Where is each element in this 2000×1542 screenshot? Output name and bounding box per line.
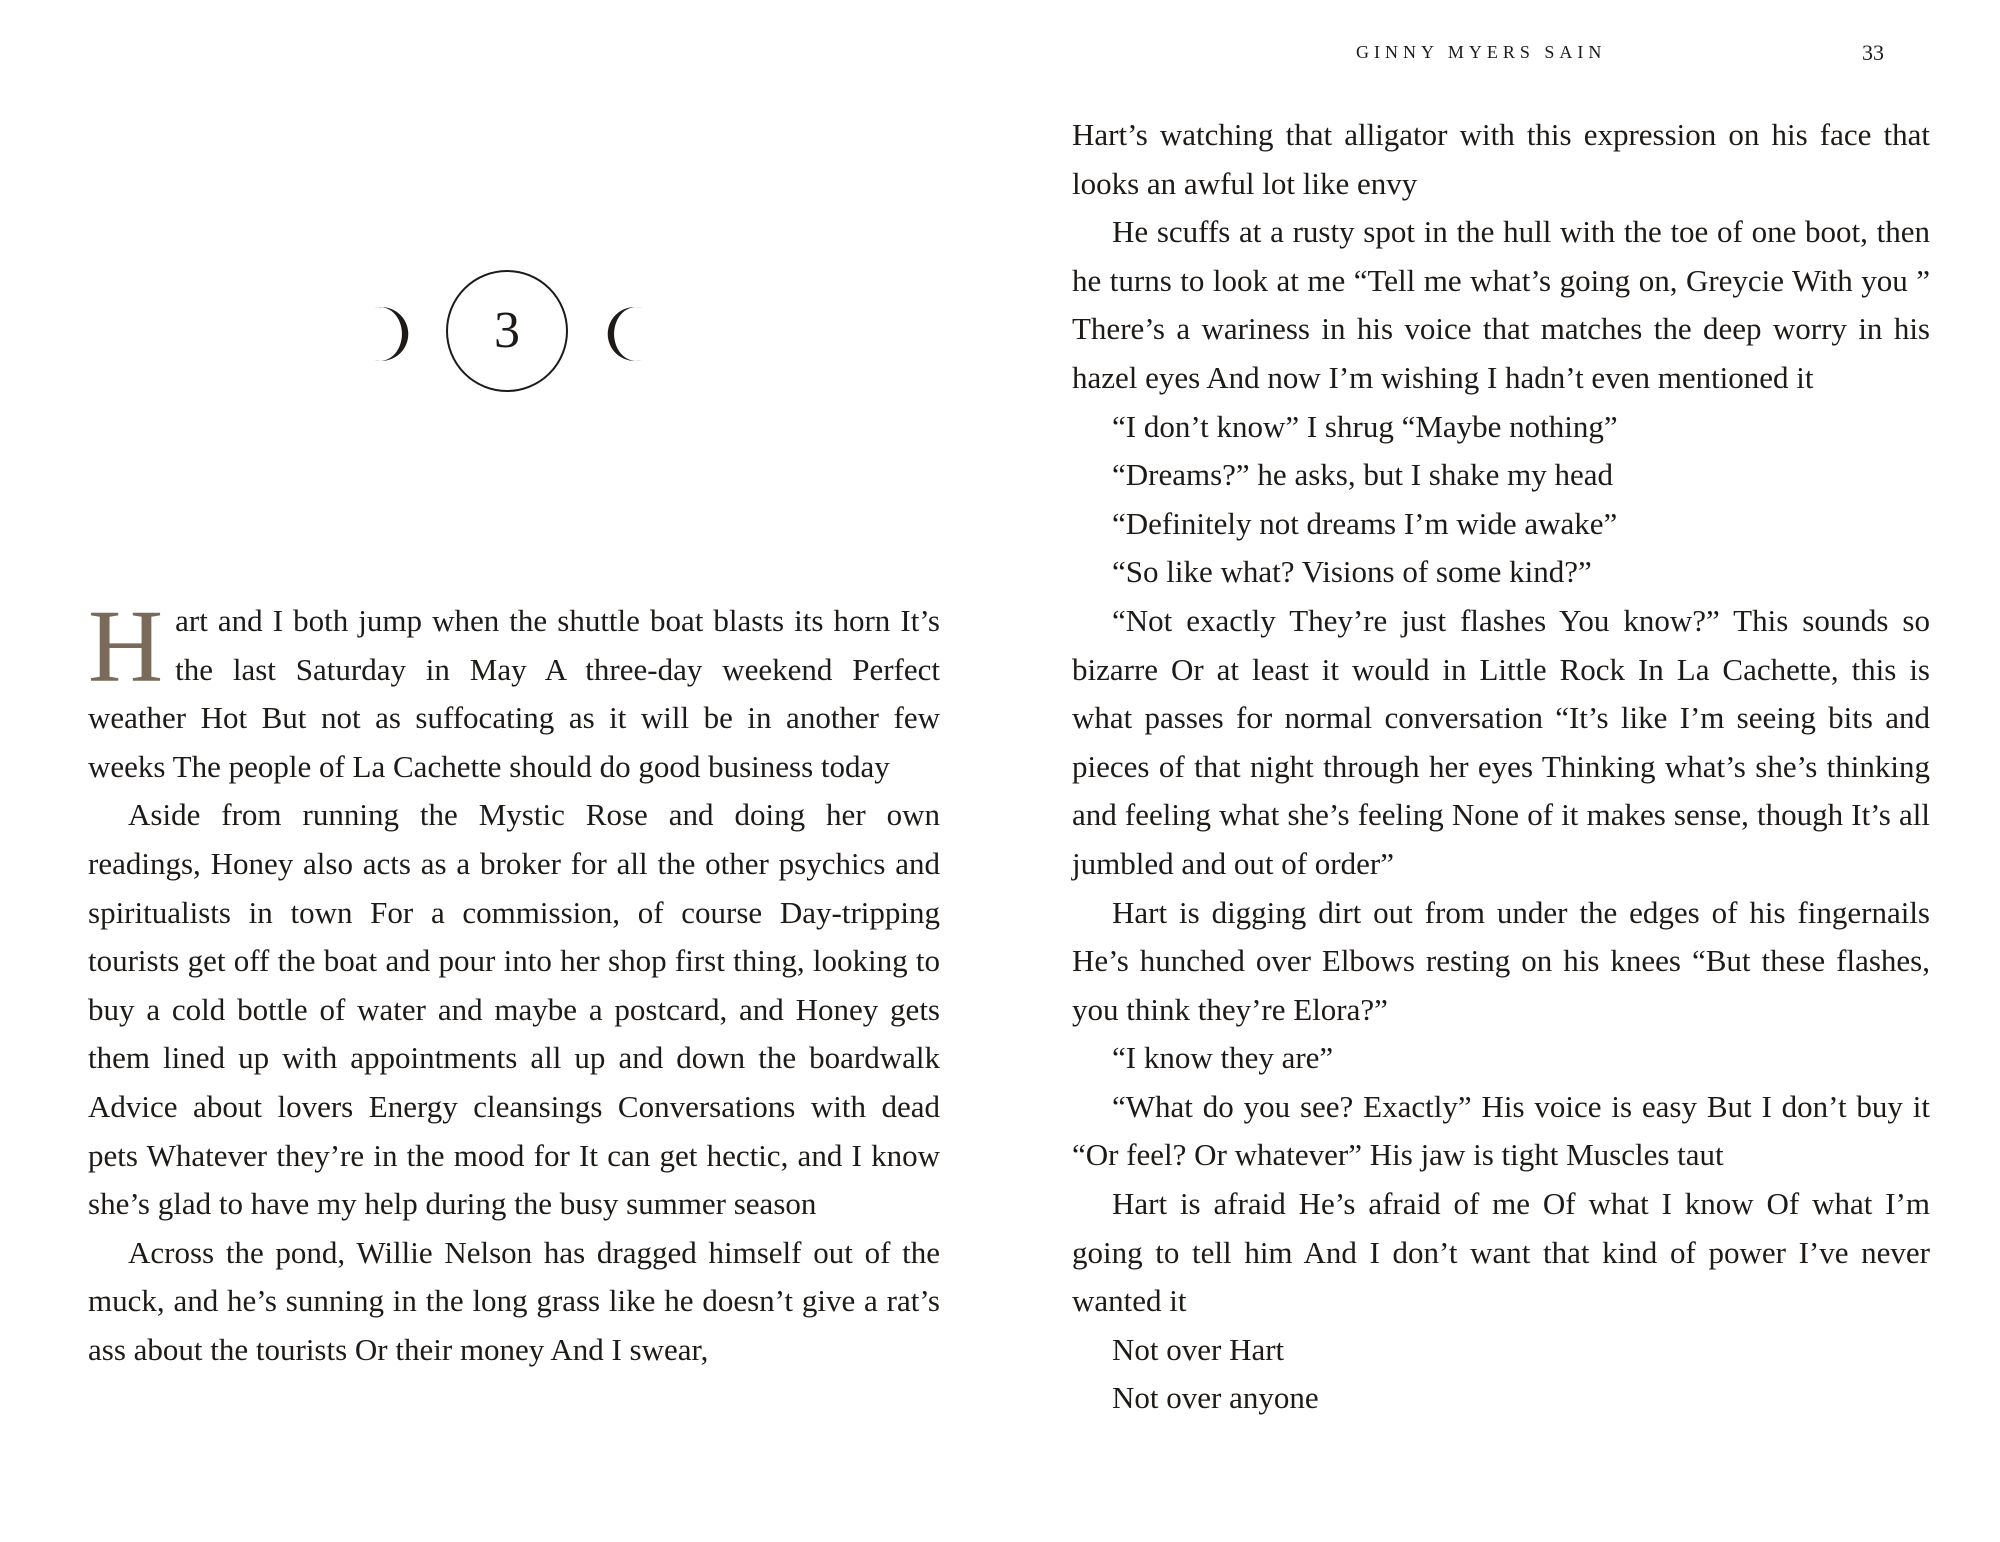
chapter-ornament (360, 270, 660, 398)
paragraph-1-text: art and I both jump when the shuttle boat blasts its horn It’s the last Saturday in May A three-day weekend Perfect weather Hot But not as suffocating as it will be in another few weeks The people of La Cachette should do good business today (88, 603, 940, 784)
paragraph-7: “Not exactly They’re just flashes You know?” This sounds so bizarre Or at least it would in Little Rock In La Cachette, this is what passes for normal conversation “It’s like I’m seeing bits and pieces of that night through her eyes Thinking what’s she’s thinking and feeling what she’s feeling None of it makes sense, though It’s all jumbled and out of order” (1072, 602, 1930, 881)
paragraph-2: He scuffs at a rusty spot in the hull with the toe of one boot, then he turns to look at me “Tell me what’s going on, Greycie With you ” There’s a wariness in his voice that matches the deep worry in his hazel eyes And now I’m wishing I hadn’t even mentioned it (1072, 214, 1930, 395)
paragraph-13: Not over anyone (1112, 1380, 1319, 1416)
page-number: 33 (1862, 40, 1884, 65)
paragraph-1 (88, 589, 940, 791)
crescent-moon-right-icon (596, 304, 656, 364)
crescent-moon-left-icon (360, 304, 420, 364)
paragraph-9: “I know they are” (1112, 1040, 1334, 1076)
left-body-text (88, 589, 940, 1375)
paragraph-3: “I don’t know” I shrug “Maybe nothing” (1112, 408, 1618, 444)
paragraph-12: Not over Hart (1112, 1331, 1285, 1367)
chapter-number: 3 (446, 270, 568, 392)
right-page (1000, 0, 2000, 1542)
paragraph-3: Across the pond, Willie Nelson has dragged himself out of the muck, and he’s sunning in the long grass like he doesn’t give a rat’s ass about the tourists Or their money And I swear, (88, 1234, 940, 1367)
right-body-text (1072, 111, 1930, 1423)
paragraph-2: Aside from running the Mystic Rose and doing her own readings, Honey also acts as a broker for all the other psychics and spiritualists in town For a commission, of course Day-tripping tourists get off the boat and pour into her shop first thing, looking to buy a cold bottle of water and maybe a postcard, and Honey gets them lined up with appointments all up and down the boardwalk Advice about lovers Energy cleansings Conversations with dead pets Whatever they’re in the mood for It can get hectic, and I know she’s glad to have my help during the busy summer season (88, 797, 940, 1222)
paragraph-4: “Dreams?” he asks, but I shake my head (1112, 457, 1613, 493)
paragraph-11: Hart is afraid He’s afraid of me Of what I know Of what I’m going to tell him And I don’t want that kind of power I’ve never wanted it (1072, 1186, 1930, 1319)
paragraph-10: “What do you see? Exactly” His voice is easy But I don’t buy it “Or feel? Or whatever” His jaw is tight Muscles taut (1072, 1088, 1930, 1173)
running-head-author: GINNY MYERS SAIN (1356, 42, 1607, 62)
drop-cap: H (88, 589, 164, 704)
paragraph-6: “So like what? Visions of some kind?” (1112, 554, 1592, 590)
paragraph-5: “Definitely not dreams I’m wide awake” (1112, 505, 1618, 541)
paragraph-1: Hart’s watching that alligator with this expression on his face that looks an awful lot like envy (1072, 117, 1930, 201)
paragraph-8: Hart is digging dirt out from under the edges of his fingernails He’s hunched over Elbows resting on his knees “But these flashes, you think they’re Elora?” (1072, 894, 1930, 1027)
